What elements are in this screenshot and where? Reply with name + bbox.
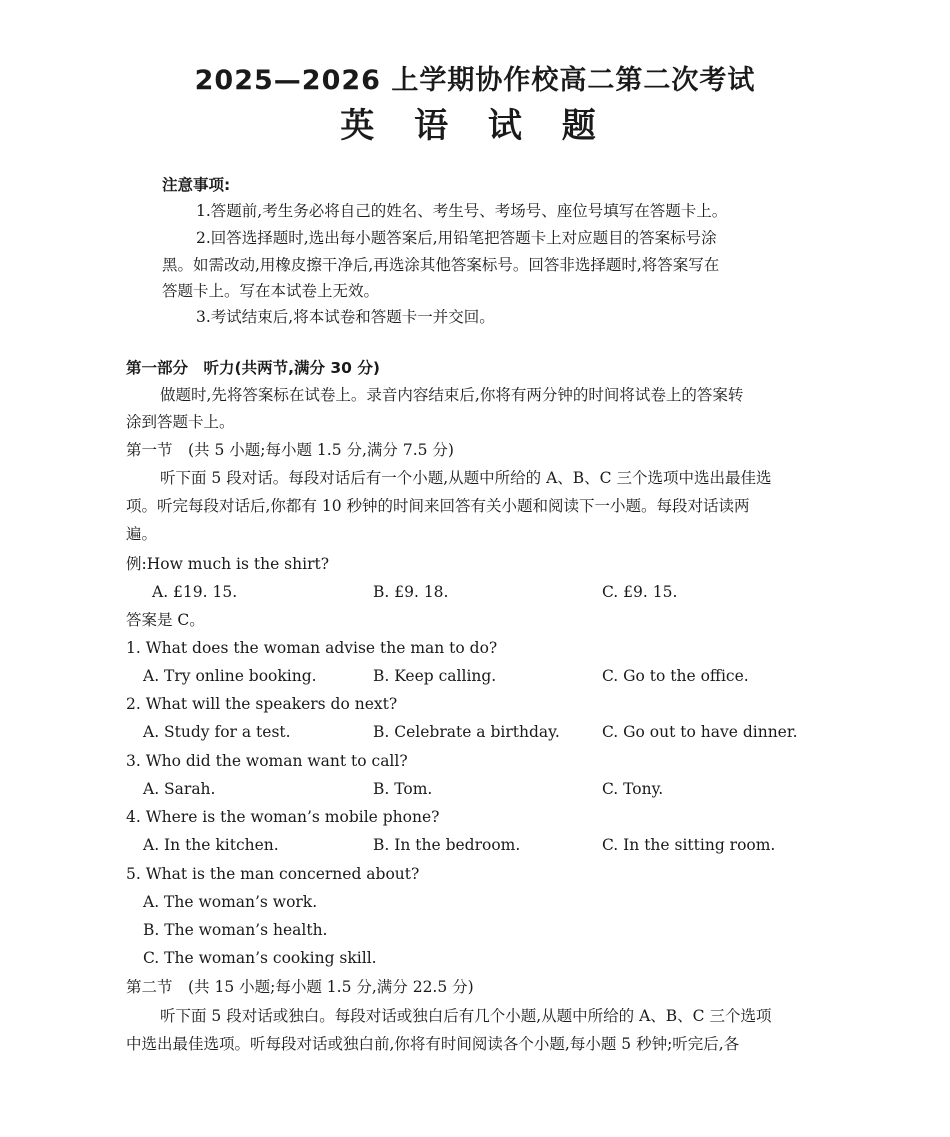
section1-instr-line-3: 遍。 [126,525,158,543]
section2-heading: 第二节 (共 15 小题;每小题 1.5 分,满分 22.5 分) [126,978,474,996]
question-5-option-a: A. The woman’s work. [143,893,318,911]
notice-item-2-line-1: 2.回答选择题时,选出每小题答案后,用铅笔把答题卡上对应题目的答案标号涂 [196,229,717,247]
example-answer: 答案是 C。 [126,611,205,629]
section1-instr-line-1: 听下面 5 段对话。每段对话后有一个小题,从题中所给的 A、B、C 三个选项中选出最佳选 [160,469,772,487]
notice-item-1: 1.答题前,考生务必将自己的姓名、考生号、考场号、座位号填写在答题卡上。 [196,202,728,220]
example-option-a: A. £19. 15. [152,583,238,601]
question-5-option-b: B. The woman’s health. [143,921,328,939]
example-question: 例:How much is the shirt? [126,555,330,573]
notice-item-2-line-2: 黑。如需改动,用橡皮擦干净后,再选涂其他答案标号。回答非选择题时,将答案写在 [162,256,720,274]
exam-title: 2025—2026 上学期协作校高二第二次考试 [194,65,756,96]
question-3: 3. Who did the woman want to call? [126,752,408,770]
notice-item-3: 3.考试结束后,将本试卷和答题卡一并交回。 [196,308,495,326]
question-2-option-c: C. Go out to have dinner. [602,723,798,741]
section1-heading: 第一节 (共 5 小题;每小题 1.5 分,满分 7.5 分) [126,441,454,459]
section2-instr-line-2: 中选出最佳选项。听每段对话或独白前,你将有时间阅读各个小题,每小题 5 秒钟;听完后,各 [126,1035,740,1053]
question-2-option-b: B. Celebrate a birthday. [373,723,560,741]
question-5-option-c: C. The woman’s cooking skill. [143,949,377,967]
example-option-c: C. £9. 15. [602,583,678,601]
question-3-option-c: C. Tony. [602,780,664,798]
question-2-option-a: A. Study for a test. [143,723,291,741]
part1-intro-line-1: 做题时,先将答案标在试卷上。录音内容结束后,你将有两分钟的时间将试卷上的答案转 [160,386,744,404]
section2-instr-line-1: 听下面 5 段对话或独白。每段对话或独白后有几个小题,从题中所给的 A、B、C 三个选项 [160,1007,772,1025]
notice-heading: 注意事项: [162,176,231,194]
question-3-option-a: A. Sarah. [143,780,216,798]
question-4: 4. Where is the woman’s mobile phone? [126,808,440,826]
question-5: 5. What is the man concerned about? [126,865,420,883]
question-4-option-b: B. In the bedroom. [373,836,521,854]
example-option-b: B. £9. 18. [373,583,449,601]
question-1-option-b: B. Keep calling. [373,667,497,685]
question-1-option-c: C. Go to the office. [602,667,749,685]
section1-instr-line-2: 项。听完每段对话后,你都有 10 秒钟的时间来回答有关小题和阅读下一小题。每段对话读两 [126,497,750,515]
question-1: 1. What does the woman advise the man to do? [126,639,498,657]
part1-intro-line-2: 涂到答题卡上。 [126,413,235,431]
question-2: 2. What will the speakers do next? [126,695,398,713]
subject-title: 英 语 试 题 [340,106,610,146]
question-4-option-c: C. In the sitting room. [602,836,776,854]
part1-heading: 第一部分 听力(共两节,满分 30 分) [126,359,380,377]
notice-item-2-line-3: 答题卡上。写在本试卷上无效。 [162,282,380,300]
question-3-option-b: B. Tom. [373,780,433,798]
question-4-option-a: A. In the kitchen. [143,836,279,854]
question-1-option-a: A. Try online booking. [143,667,317,685]
